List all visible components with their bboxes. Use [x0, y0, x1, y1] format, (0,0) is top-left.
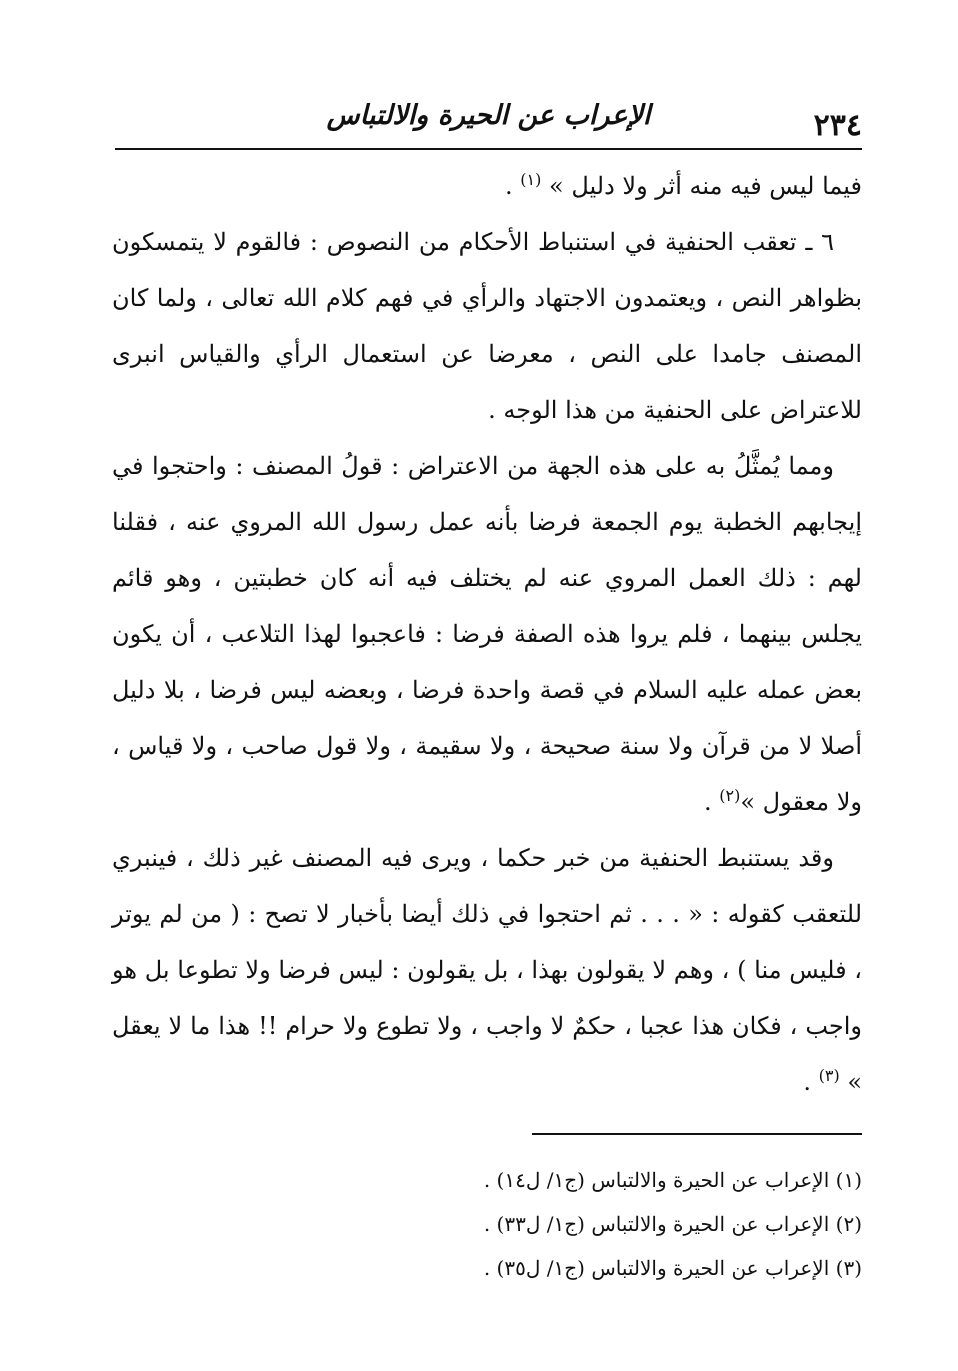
- footnotes: [362, 1158, 862, 1290]
- paragraph-3: [112, 438, 862, 830]
- paragraph-1: [112, 158, 862, 214]
- running-title: الإعراب عن الحيرة والالتباس: [326, 100, 651, 131]
- paragraph-1-text: فيما ليس فيه منه أثر ولا دليل »: [541, 172, 862, 200]
- page-header: [115, 88, 862, 150]
- footnote-rule: [532, 1133, 862, 1135]
- footnote-ref-1: (١): [520, 170, 542, 189]
- header-rule: [115, 148, 862, 150]
- paragraph-1-tail: .: [505, 172, 521, 200]
- paragraph-3-text: ومما يُمثَّلُ به على هذه الجهة من الاعتراض : قولُ المصنف : واحتجوا في إيجابهم الخطبة يوم الجمعة فرضا بأنه عمل رسول الله المروي عنه ، فقلنا لهم : ذلك العمل المروي عنه لم يختلف فيه أنه كان خطبتين ، وهو قائم يجلس بينهما ، فلم يروا هذه الصفة فرضا : فاعجبوا لهذا التلاعب ، أن يكون بعض عمله عليه السلام في قصة واحدة فرضا ، وبعضه ليس فرضا ، بلا دليل أصلا لا من قرآن ولا سنة صحيحة ، ولا سقيمة ، ولا قول صاحب ، ولا قياس ، ولا معقول »: [112, 452, 862, 816]
- page-number: ٢٣٤: [813, 108, 862, 143]
- paragraph-4-tail: .: [803, 1068, 819, 1096]
- footnote-1: (١) الإعراب عن الحيرة والالتباس (ج١/ ل١٤) .: [483, 1168, 862, 1192]
- footnote-ref-3: (٣): [818, 1066, 840, 1085]
- paragraph-3-tail: .: [704, 788, 720, 816]
- paragraph-4-text: وقد يستنبط الحنفية من خبر حكما ، ويرى فيه المصنف غير ذلك ، فينبري للتعقب كقوله : « . . . ثم احتجوا في ذلك أيضا بأخبار لا تصح : ( من لم يوتر ، فليس منا ) ، وهم لا يقولون بهذا ، بل يقولون : ليس فرضا ولا تطوعا بل هو واجب ، فكان هذا عجبا ، حكمٌ لا واجب ، ولا تطوع ولا حرام !! هذا ما لا يعقل »: [112, 844, 862, 1096]
- body-text: [112, 158, 862, 1110]
- footnote-ref-2: (٢): [719, 786, 741, 805]
- footnote-3: (٣) الإعراب عن الحيرة والالتباس (ج١/ ل٣٥) .: [483, 1256, 862, 1280]
- footnote-2: (٢) الإعراب عن الحيرة والالتباس (ج١/ ل٣٣) .: [483, 1212, 862, 1236]
- paragraph-2: ٦ ـ تعقب الحنفية في استنباط الأحكام من النصوص : فالقوم لا يتمسكون بظواهر النص ، ويعتمدون الاجتهاد والرأي في فهم كلام الله تعالى ، ولما كان المصنف جامدا على النص ، معرضا عن استعمال الرأي والقياس انبرى للاعتراض على الحنفية من هذا الوجه .: [112, 228, 862, 424]
- paragraph-4: [112, 830, 862, 1110]
